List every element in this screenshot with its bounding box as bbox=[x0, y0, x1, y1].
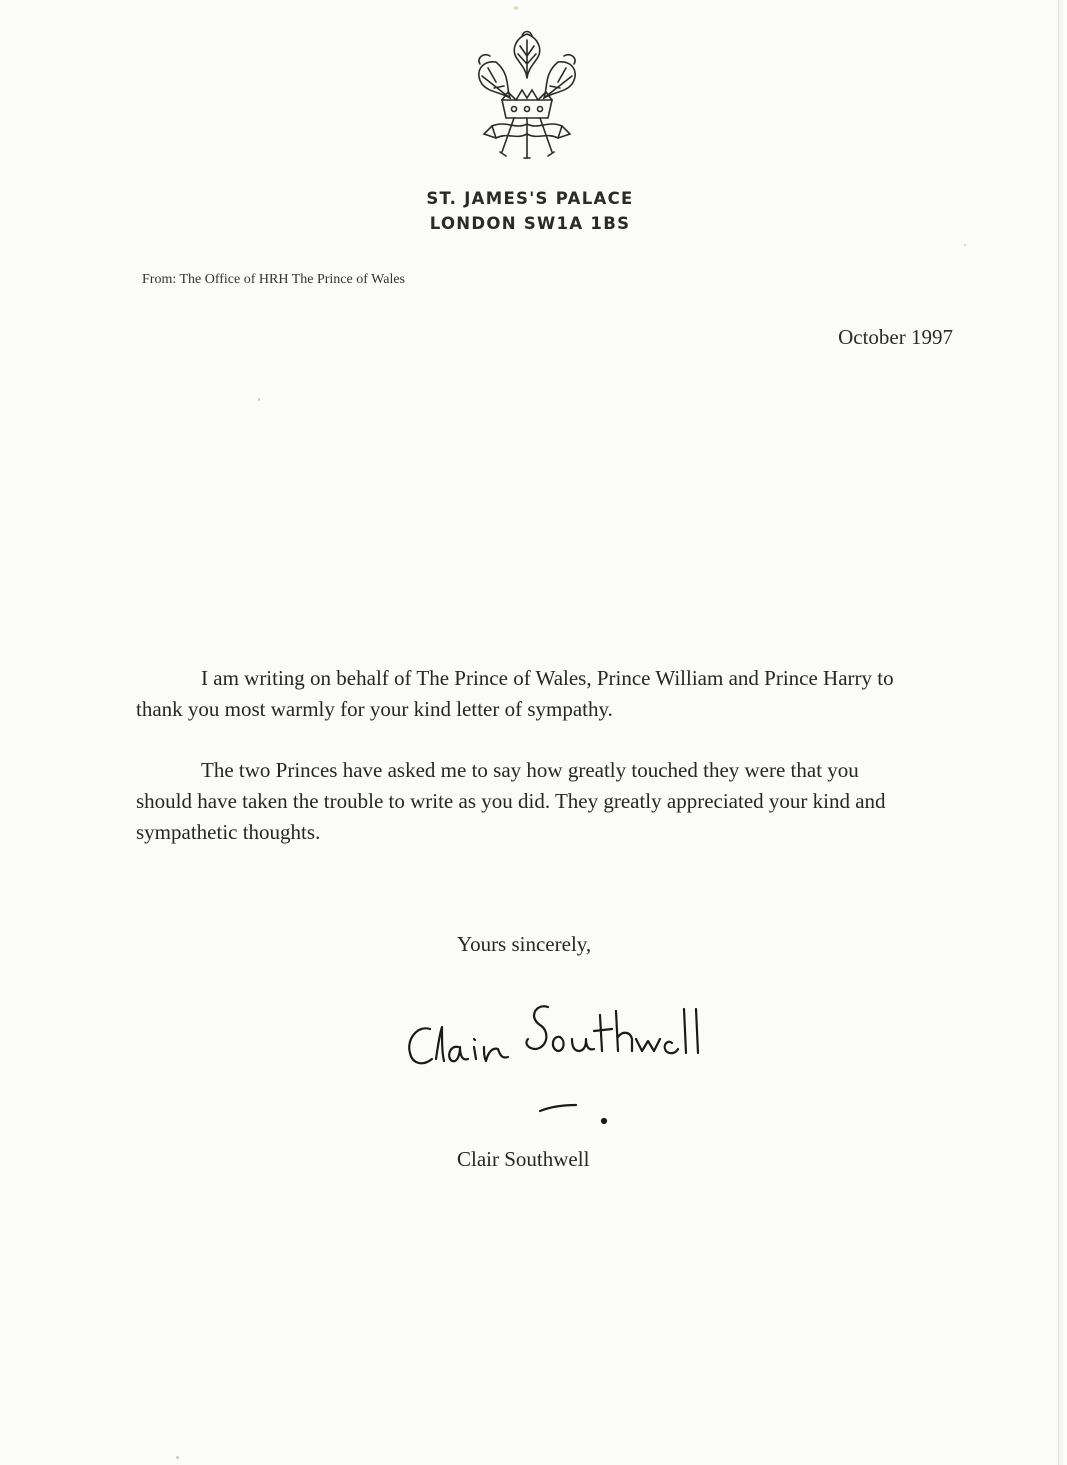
from-line: From: The Office of HRH The Prince of Wales bbox=[142, 272, 406, 287]
signatory-name: Clair Southwell bbox=[457, 1147, 590, 1171]
paper-edge bbox=[1058, 0, 1067, 1465]
closing-salutation: Yours sincerely, bbox=[457, 932, 592, 956]
letter-date: October 1997 bbox=[838, 325, 953, 349]
address-line-2: LONDON SW1A 1BS bbox=[429, 214, 631, 233]
address-line-1: ST. JAMES'S PALACE bbox=[426, 189, 634, 208]
paper-speck bbox=[514, 6, 518, 10]
prince-of-wales-feathers-icon bbox=[466, 26, 588, 164]
body-paragraph-1: I am writing on behalf of The Prince of Wales, Prince William and Prince Harry to thank you most warmly for your kind letter of sympathy. bbox=[136, 666, 894, 721]
paper-speck bbox=[176, 1456, 179, 1459]
paper-speck bbox=[258, 398, 260, 401]
letterhead-address bbox=[330, 186, 730, 236]
handwritten-signature bbox=[400, 995, 710, 1135]
paper-speck bbox=[964, 244, 966, 246]
body-paragraph-2: The two Princes have asked me to say how greatly touched they were that you should have taken the trouble to write as you did. They greatly appreciated your kind and sympathetic thoughts. bbox=[136, 758, 886, 844]
letter-body bbox=[136, 663, 916, 878]
